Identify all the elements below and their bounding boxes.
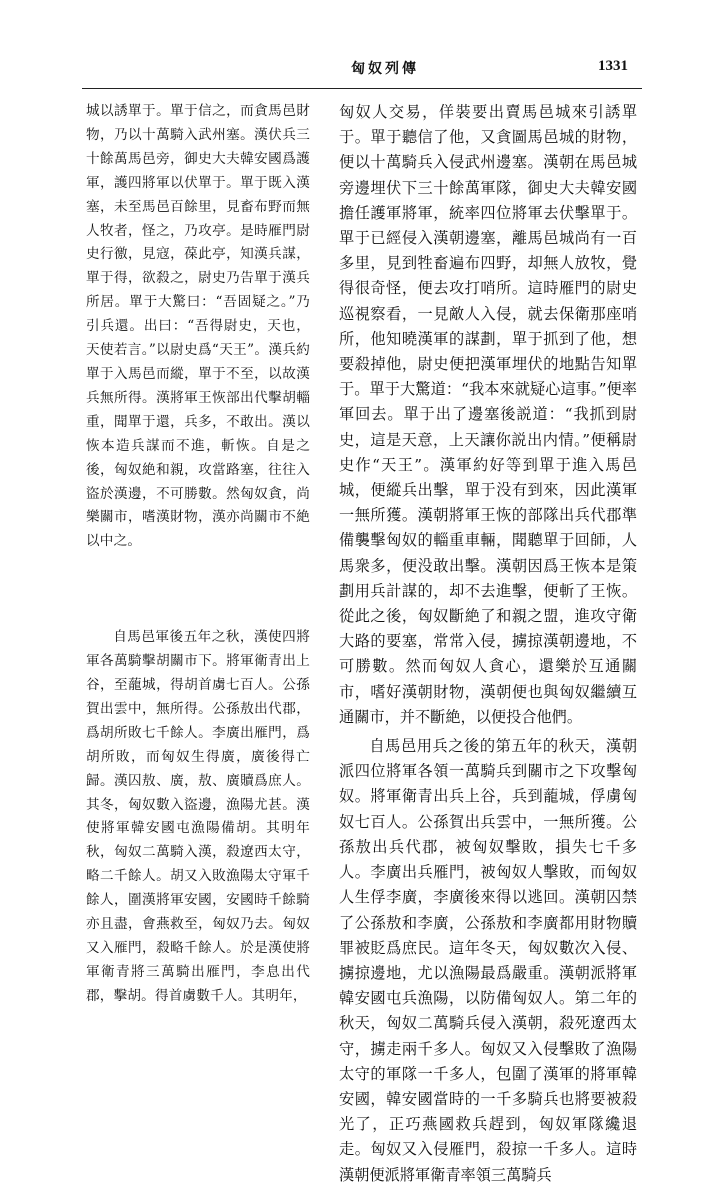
page-header xyxy=(0,58,716,82)
page-number: 1331 xyxy=(598,58,628,74)
translation-paragraph-2: 自馬邑用兵之後的第五年的秋天，漢朝派四位將軍各領一萬騎兵到關市之下攻擊匈奴。將軍衛青出兵上谷，兵到蘢城，俘虜匈奴七百人。公孫賀出兵雲中，一無所獲。公孫敖出兵代郡，被匈奴擊敗，損失七千多人。李廣出兵雁門，被匈奴人擊敗，而匈奴人生俘李廣，李廣後來得以逃回。漢朝囚禁了公孫敖和李廣，公孫敖和李廣都用財物贖罪被貶爲庶民。這年冬天，匈奴數次入侵、擄掠邊地，尤以漁陽最爲嚴重。漢朝派將軍韓安國屯兵漁陽，以防備匈奴人。第二年的秋天，匈奴二萬騎兵侵入漢朝，殺死遼西太守，擄走兩千多人。匈奴又入侵擊敗了漁陽太守的軍隊一千多人，包圍了漢軍的將軍韓安國，韓安國當時的一千多騎兵也將要被殺光了，正巧燕國救兵趕到，匈奴軍隊纔退走。匈奴又入侵雁門，殺掠一千多人。這時漢朝便派將軍衛青率領三萬騎兵 xyxy=(339,737,637,1184)
classical-text-column xyxy=(86,100,310,1009)
classical-paragraph-1: 城以誘單于。單于信之，而貪馬邑財物，乃以十萬騎入武州塞。漢伏兵三十餘萬馬邑旁，御史大夫韓安國爲護軍，護四將軍以伏單于。單于既入漢塞，未至馬邑百餘里，見畜布野而無人牧者，怪之，乃攻亭。是時雁門尉史行徼，見寇，葆此亭，知漢兵謀，單于得，欲殺之，尉史乃告單于漢兵所居。單于大驚曰：“吾固疑之。”乃引兵還。出曰：“吾得尉史，天也，天使若言。”以尉史爲“天王”。漢兵約單于入馬邑而縱，單于不至，以故漢兵無所得。漢將軍王恢部出代擊胡輜重，聞單于還，兵多，不敢出。漢以恢本造兵謀而不進，斬恢。自是之後，匈奴絶和親，攻當路塞，往往入盜於漢邊，不可勝數。然匈奴貪，尚樂關市，嗜漢財物，漢亦尚關市不絶以中之。 xyxy=(86,103,310,550)
classical-paragraph-2: 自馬邑軍後五年之秋，漢使四將軍各萬騎擊胡關市下。將軍衛青出上谷，至蘢城，得胡首虜七百人。公孫賀出雲中，無所得。公孫敖出代郡，爲胡所敗七千餘人。李廣出雁門，爲胡所敗，而匈奴生得廣，廣後得亡歸。漢囚敖、廣，敖、廣贖爲庶人。其冬，匈奴數入盜邊，漁陽尤甚。漢使將軍韓安國屯漁陽備胡。其明年秋，匈奴二萬騎入漢，殺遼西太守，略二千餘人。胡又入敗漁陽太守軍千餘人，圍漢將軍安國，安國時千餘騎亦且盡，會燕救至，匈奴乃去。匈奴又入雁門，殺略千餘人。於是漢使將軍衛青將三萬騎出雁門，李息出代郡，擊胡。得首虜數千人。其明年， xyxy=(86,629,310,1004)
translation-paragraph-1: 匈奴人交易，佯裝要出賣馬邑城來引誘單于。單于聽信了他，又貪圖馬邑城的財物，便以十萬騎兵入侵武州邊塞。漢朝在馬邑城旁邊埋伏下三十餘萬軍隊，御史大夫韓安國擔任護軍將軍，統率四位將軍去伏擊單于。單于已經侵入漢朝邊塞，離馬邑城尚有一百多里，見到牲畜遍布四野，却無人放牧，覺得很奇怪，便去攻打哨所。這時雁門的尉史巡視察看，一見敵人入侵，就去保衛那座哨所，他知曉漢軍的謀劃，單于抓到了他，想要殺掉他，尉史便把漢軍埋伏的地點告知單于。單于大驚道：“我本來就疑心這事。”便率軍回去。單于出了邊塞後説道：“我抓到尉史，這是天意，上天讓你説出内情。”便稱尉史作“天王”。漢軍約好等到單于進入馬邑城，便縱兵出擊，單于没有到來，因此漢軍一無所獲。漢朝將軍王恢的部隊出兵代郡準備襲擊匈奴的輜重車輛，聞聽單于回師，人馬衆多，便没敢出擊。漢朝因爲王恢本是策劃用兵計謀的，却不去進擊，便斬了王恢。從此之後，匈奴斷絶了和親之盟，進攻守衛大路的要塞，常常入侵，擄掠漢朝邊地，不可勝數。然而匈奴人貪心，還樂於互通關市，嗜好漢朝財物，漢朝便也與匈奴繼續互通關市，并不斷絶，以便投合他們。 xyxy=(339,103,637,726)
translation-text-column xyxy=(339,100,637,1188)
running-title: 匈奴列傳 xyxy=(351,61,419,77)
header-rule xyxy=(82,88,642,89)
